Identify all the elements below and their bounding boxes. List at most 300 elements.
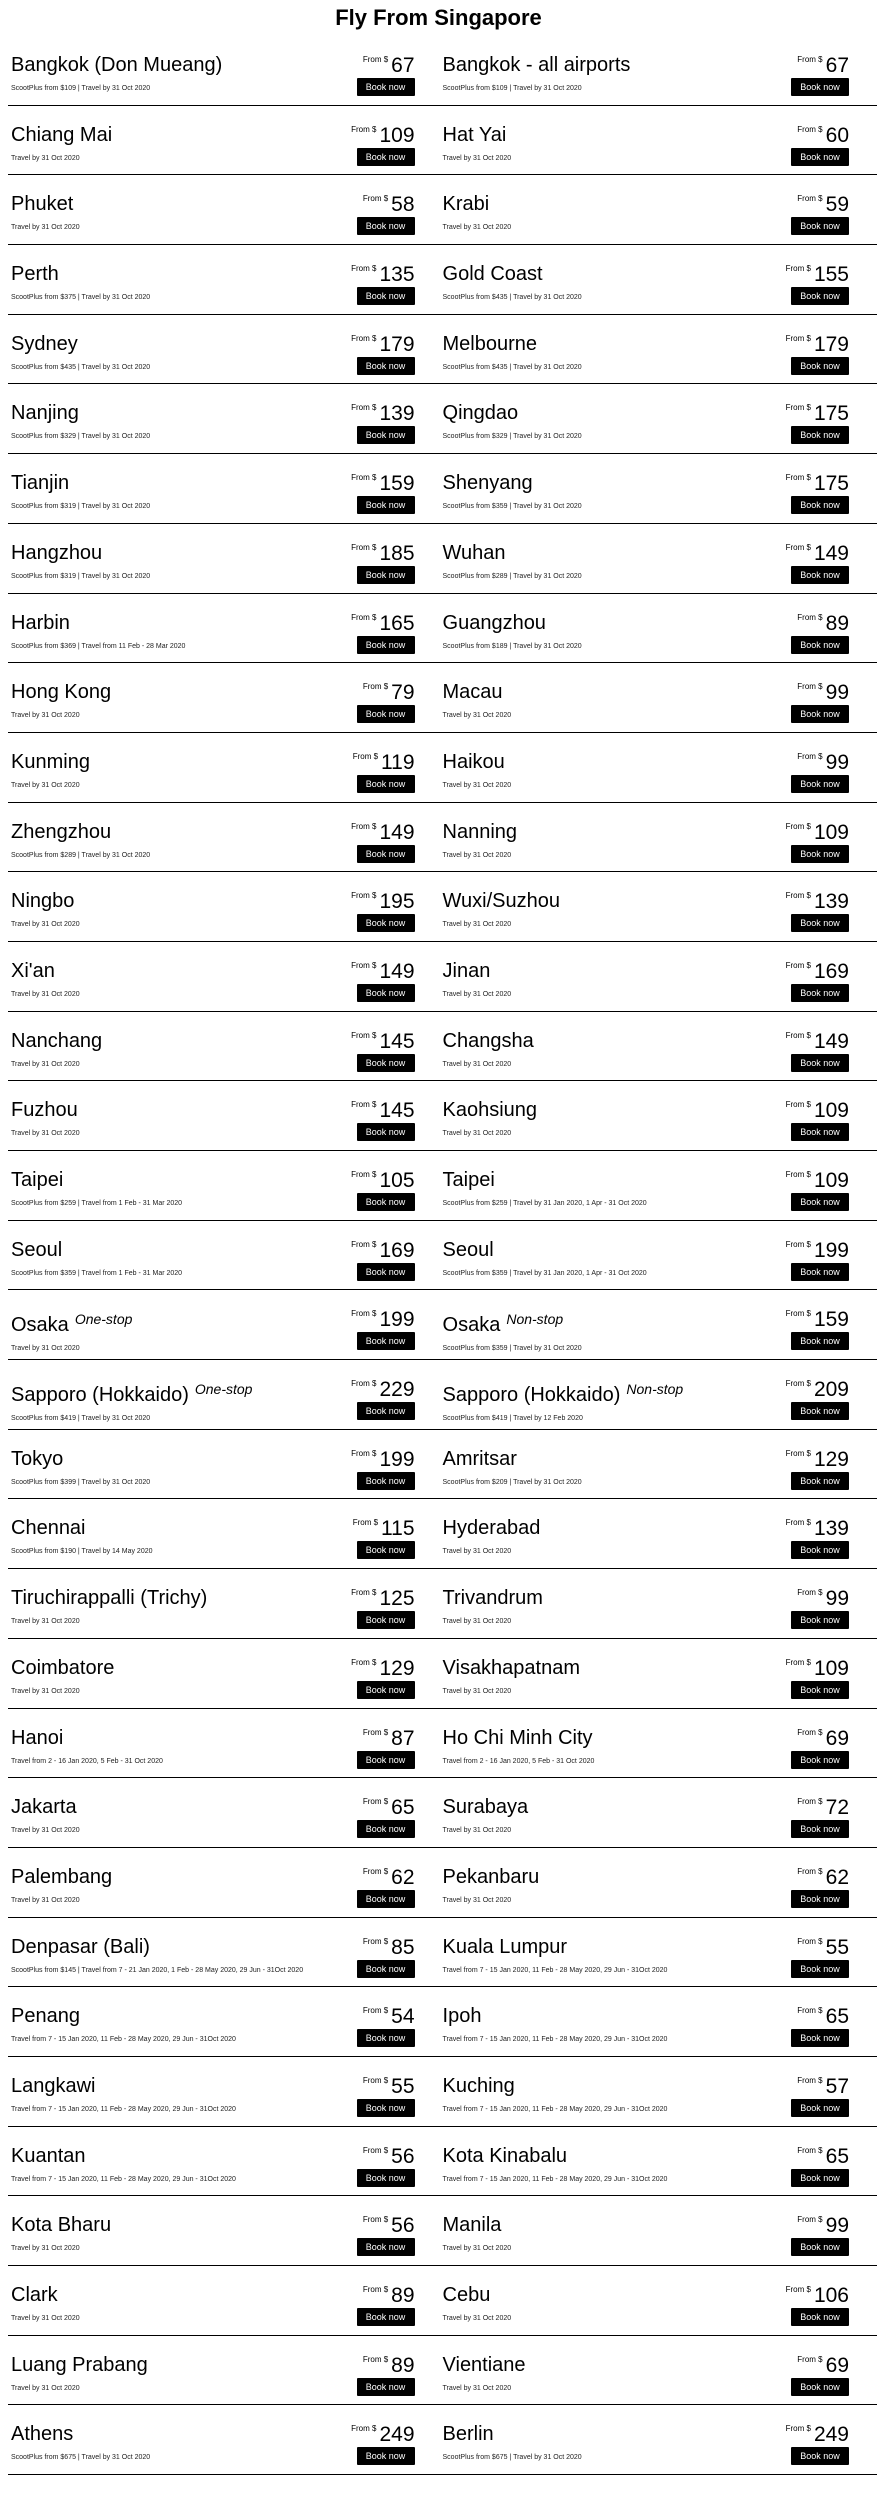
book-now-button[interactable]: Book now <box>357 1123 415 1141</box>
fare-row <box>8 1430 877 1500</box>
travel-period-note: Travel by 31 Oct 2020 <box>11 224 80 232</box>
book-now-button[interactable]: Book now <box>791 845 849 863</box>
book-now-button[interactable]: Book now <box>791 496 849 514</box>
from-label: From $ <box>362 682 389 692</box>
travel-period-note: Travel by 31 Oct 2020 <box>11 1130 80 1138</box>
book-now-button[interactable]: Book now <box>357 1541 415 1559</box>
travel-period-note: Travel by 31 Oct 2020 <box>442 1130 512 1138</box>
fare-card <box>443 2405 877 2474</box>
fare-price <box>351 960 414 984</box>
fare-card <box>443 2196 877 2265</box>
fare-card <box>8 1151 443 1220</box>
destination-name: Osaka <box>11 1314 69 1337</box>
fare-price <box>351 124 414 148</box>
destination-name: Gold Coast <box>442 263 543 286</box>
destination-name: Sydney <box>11 332 78 355</box>
book-now-button[interactable]: Book now <box>357 775 415 793</box>
price-amount: 79 <box>391 681 415 705</box>
price-amount: 99 <box>825 750 849 774</box>
book-now-button[interactable]: Book now <box>791 1123 849 1141</box>
travel-period-note: Travel by 31 Oct 2020 <box>442 154 512 162</box>
fare-price <box>363 2145 415 2169</box>
from-label: From $ <box>785 1170 811 1179</box>
travel-period-note: Travel by 31 Oct 2020 <box>442 781 512 789</box>
travel-period-note: Travel by 31 Oct 2020 <box>442 1896 512 1904</box>
fare-price <box>363 2005 415 2029</box>
book-now-button[interactable]: Book now <box>357 984 415 1002</box>
fare-card <box>443 1639 877 1708</box>
fare-row <box>8 2405 877 2475</box>
travel-period-note: Travel from 7 - 15 Jan 2020, 11 Feb - 28 May 2020, 29 Jun - 31Oct 2020 <box>11 2036 236 2044</box>
book-now-button[interactable]: Book now <box>357 217 415 235</box>
price-amount: 175 <box>813 472 849 496</box>
book-now-button[interactable]: Book now <box>791 2238 849 2256</box>
price-amount: 199 <box>379 1308 415 1332</box>
fare-card <box>8 1221 443 1290</box>
from-label: From $ <box>797 2145 823 2155</box>
travel-period-note: ScootPlus from $289 | Travel by 31 Oct 2020 <box>11 851 151 859</box>
fare-price <box>786 1239 849 1263</box>
book-now-button[interactable]: Book now <box>357 2029 415 2047</box>
book-now-button[interactable]: Book now <box>357 1193 415 1211</box>
fare-price <box>363 193 415 217</box>
book-now-button[interactable]: Book now <box>357 1681 415 1699</box>
book-now-button[interactable]: Book now <box>791 2447 849 2465</box>
fare-card <box>443 1499 877 1568</box>
price-amount: 65 <box>825 2005 849 2029</box>
fare-card <box>8 803 443 872</box>
from-label: From $ <box>785 473 811 483</box>
destination-name: Tokyo <box>11 1447 64 1470</box>
fare-row <box>8 384 877 454</box>
book-now-button[interactable]: Book now <box>357 914 415 932</box>
from-label: From $ <box>362 2075 389 2085</box>
fare-card <box>443 1918 877 1987</box>
destination-name: Clark <box>11 2284 58 2306</box>
destination-name: Krabi <box>442 193 490 216</box>
fare-card <box>8 1290 443 1359</box>
book-now-button[interactable]: Book now <box>791 775 849 793</box>
book-now-button[interactable]: Book now <box>791 1332 849 1350</box>
from-label: From $ <box>351 1239 377 1249</box>
price-amount: 55 <box>825 1935 849 1959</box>
fare-row <box>8 1918 877 1988</box>
fare-row <box>8 1012 877 1082</box>
book-now-button[interactable]: Book now <box>791 1472 849 1490</box>
fare-price <box>786 1308 849 1332</box>
book-now-button[interactable]: Book now <box>357 1890 415 1908</box>
book-now-button[interactable]: Book now <box>357 566 415 584</box>
price-amount: 119 <box>381 750 415 774</box>
fare-price <box>797 54 849 78</box>
fare-card <box>443 2266 877 2335</box>
fare-price <box>797 2005 849 2029</box>
price-amount: 55 <box>391 2074 415 2098</box>
price-amount: 99 <box>825 2214 849 2238</box>
book-now-button[interactable]: Book now <box>791 1681 849 1699</box>
fare-card <box>443 454 877 523</box>
book-now-button[interactable]: Book now <box>791 217 849 235</box>
fare-row <box>8 2127 877 2197</box>
from-label: From $ <box>785 821 811 831</box>
fare-card <box>8 1569 443 1638</box>
price-amount: 89 <box>825 611 849 635</box>
fare-card <box>443 1012 877 1081</box>
price-amount: 109 <box>379 123 415 147</box>
book-now-button[interactable]: Book now <box>791 1960 849 1978</box>
from-label: From $ <box>362 55 389 64</box>
fare-card <box>8 2405 443 2474</box>
destination-name: Perth <box>11 263 59 286</box>
book-now-button[interactable]: Book now <box>357 1054 415 1072</box>
fare-price <box>363 2075 415 2099</box>
fare-card <box>8 2127 443 2196</box>
book-now-button[interactable]: Book now <box>357 148 415 166</box>
fare-price <box>351 2423 414 2447</box>
price-amount: 109 <box>813 1656 849 1680</box>
book-now-button[interactable]: Book now <box>791 1402 849 1420</box>
book-now-button[interactable]: Book now <box>791 2099 849 2117</box>
fare-row <box>8 454 877 524</box>
destination-name: Harbin <box>11 611 70 634</box>
fare-price <box>351 472 414 496</box>
travel-period-note: ScootPlus from $319 | Travel by 31 Oct 2020 <box>11 503 151 511</box>
book-now-button[interactable]: Book now <box>791 984 849 1002</box>
from-label: From $ <box>797 751 823 761</box>
destination-name: Nanning <box>442 820 518 843</box>
price-amount: 59 <box>825 193 849 217</box>
travel-period-note: Travel by 31 Oct 2020 <box>11 1687 80 1695</box>
fare-row <box>8 1360 877 1430</box>
fare-card <box>8 733 443 802</box>
fare-card <box>443 245 877 314</box>
from-label: From $ <box>797 1797 823 1807</box>
from-label: From $ <box>351 333 377 343</box>
destination-name: Zhengzhou <box>11 820 112 843</box>
fare-card <box>8 1430 443 1499</box>
book-now-button[interactable]: Book now <box>791 1751 849 1769</box>
destination-name: Cebu <box>442 2284 491 2306</box>
book-now-button[interactable]: Book now <box>791 2308 849 2326</box>
book-now-button[interactable]: Book now <box>357 496 415 514</box>
book-now-button[interactable]: Book now <box>357 2378 415 2396</box>
from-label: From $ <box>362 194 389 204</box>
travel-period-note: ScootPlus from $359 | Travel from 1 Feb - 31 Mar 2020 <box>11 1269 183 1277</box>
book-now-button[interactable]: Book now <box>357 357 415 375</box>
fare-price <box>363 54 415 78</box>
price-amount: 135 <box>379 263 415 287</box>
price-amount: 159 <box>379 472 415 496</box>
from-label: From $ <box>351 403 377 413</box>
from-label: From $ <box>351 2424 377 2434</box>
destination-name: Luang Prabang <box>11 2353 148 2376</box>
fare-row <box>8 2336 877 2406</box>
destination-name: Hyderabad <box>442 1517 541 1540</box>
fare-row <box>8 594 877 664</box>
price-amount: 109 <box>813 1099 849 1123</box>
fare-price <box>363 1936 415 1960</box>
fare-row <box>8 175 877 245</box>
travel-period-note: Travel by 31 Oct 2020 <box>11 1618 80 1626</box>
travel-period-note: Travel by 31 Oct 2020 <box>442 224 512 232</box>
from-label: From $ <box>785 960 811 970</box>
travel-period-note: ScootPlus from $319 | Travel by 31 Oct 2020 <box>11 572 151 580</box>
book-now-button[interactable]: Book now <box>357 1402 415 1420</box>
from-label: From $ <box>785 1239 811 1249</box>
fare-price <box>363 681 415 705</box>
destination-name: Ho Chi Minh City <box>442 1726 593 1749</box>
travel-period-note: Travel by 31 Oct 2020 <box>11 921 80 929</box>
fare-price <box>353 1517 415 1541</box>
price-amount: 65 <box>825 2144 849 2168</box>
book-now-button[interactable]: Book now <box>791 357 849 375</box>
from-label: From $ <box>785 542 811 552</box>
book-now-button[interactable]: Book now <box>791 287 849 305</box>
fare-card <box>8 872 443 941</box>
destination-name: Jakarta <box>11 1796 77 1819</box>
price-amount: 145 <box>379 1099 415 1123</box>
book-now-button[interactable]: Book now <box>357 1820 415 1838</box>
fare-price <box>786 1030 849 1054</box>
destination-name: Jinan <box>442 959 491 982</box>
book-now-button[interactable]: Book now <box>791 1820 849 1838</box>
stop-type-tag: One-stop <box>74 1311 133 1328</box>
fare-row <box>8 1221 877 1291</box>
book-now-button[interactable]: Book now <box>791 566 849 584</box>
fare-row <box>8 1987 877 2057</box>
destination-name: Kaohsiung <box>442 1099 538 1122</box>
fare-row <box>8 803 877 873</box>
book-now-button[interactable]: Book now <box>357 1611 415 1629</box>
book-now-button[interactable]: Book now <box>357 1332 415 1350</box>
destination-name: Chennai <box>11 1517 86 1540</box>
fare-card <box>443 106 877 175</box>
fare-card <box>443 315 877 384</box>
travel-period-note: ScootPlus from $359 | Travel by 31 Jan 2020, 1 Apr - 31 Oct 2020 <box>442 1269 647 1277</box>
book-now-button[interactable]: Book now <box>791 1054 849 1072</box>
travel-period-note: Travel by 31 Oct 2020 <box>442 1687 512 1695</box>
from-label: From $ <box>797 55 823 64</box>
fare-row <box>8 1290 877 1360</box>
book-now-button[interactable]: Book now <box>791 2378 849 2396</box>
book-now-button[interactable]: Book now <box>791 1541 849 1559</box>
fare-card <box>8 106 443 175</box>
fare-card <box>8 1360 443 1429</box>
from-label: From $ <box>351 124 377 134</box>
book-now-button[interactable]: Book now <box>791 2029 849 2047</box>
travel-period-note: Travel from 2 - 16 Jan 2020, 5 Feb - 31 Oct 2020 <box>442 1757 595 1765</box>
fare-row <box>8 36 877 106</box>
price-amount: 129 <box>813 1447 849 1471</box>
book-now-button[interactable]: Book now <box>357 2238 415 2256</box>
travel-period-note: Travel from 7 - 15 Jan 2020, 11 Feb - 28 May 2020, 29 Jun - 31Oct 2020 <box>442 2036 668 2044</box>
travel-period-note: Travel by 31 Oct 2020 <box>442 712 512 720</box>
travel-period-note: ScootPlus from $399 | Travel by 31 Oct 2020 <box>11 1478 151 1486</box>
book-now-button[interactable]: Book now <box>357 1960 415 1978</box>
price-amount: 195 <box>379 890 415 914</box>
book-now-button[interactable]: Book now <box>791 1611 849 1629</box>
travel-period-note: ScootPlus from $435 | Travel by 31 Oct 2020 <box>442 363 582 371</box>
fare-price <box>351 1030 414 1054</box>
from-label: From $ <box>351 1030 377 1040</box>
travel-period-note: Travel by 31 Oct 2020 <box>11 154 80 162</box>
fare-price <box>363 1727 415 1751</box>
fare-card <box>443 1569 877 1638</box>
fare-card <box>8 1987 443 2056</box>
fare-price <box>786 333 849 357</box>
price-amount: 69 <box>825 2353 849 2377</box>
destination-name: Sapporo (Hokkaido) <box>442 1384 621 1407</box>
price-amount: 209 <box>813 1378 849 1402</box>
price-amount: 129 <box>379 1656 415 1680</box>
fare-card <box>8 1499 443 1568</box>
book-now-button[interactable]: Book now <box>791 148 849 166</box>
from-label: From $ <box>351 1309 377 1319</box>
from-label: From $ <box>797 682 823 692</box>
fare-price <box>797 1587 849 1611</box>
fare-card <box>8 1848 443 1917</box>
book-now-button[interactable]: Book now <box>791 1890 849 1908</box>
fare-card <box>443 1360 877 1429</box>
book-now-button[interactable]: Book now <box>791 426 849 444</box>
fare-card <box>443 663 877 732</box>
travel-period-note: Travel by 31 Oct 2020 <box>11 2245 80 2253</box>
fare-price <box>786 542 849 566</box>
fare-price <box>351 542 414 566</box>
destination-name: Visakhapatnam <box>442 1656 581 1679</box>
from-label: From $ <box>785 1448 811 1458</box>
from-label: From $ <box>351 1588 377 1598</box>
fare-card <box>8 2196 443 2265</box>
stop-type-tag: Non-stop <box>626 1381 684 1398</box>
book-now-button[interactable]: Book now <box>357 426 415 444</box>
price-amount: 65 <box>391 1796 415 1820</box>
destination-name: Macau <box>442 681 503 704</box>
destination-name: Changsha <box>442 1029 534 1052</box>
book-now-button[interactable]: Book now <box>357 2099 415 2117</box>
fare-price <box>351 1239 414 1263</box>
travel-period-note: Travel by 31 Oct 2020 <box>11 1345 80 1353</box>
fare-row <box>8 1639 877 1709</box>
fare-row <box>8 106 877 176</box>
from-label: From $ <box>351 821 377 831</box>
travel-period-note: Travel from 7 - 15 Jan 2020, 11 Feb - 28 May 2020, 29 Jun - 31Oct 2020 <box>442 2105 668 2113</box>
book-now-button[interactable]: Book now <box>791 914 849 932</box>
destination-name: Hat Yai <box>442 123 507 146</box>
fare-price <box>786 402 849 426</box>
destination-name: Kota Kinabalu <box>442 2144 568 2167</box>
fare-price <box>797 751 849 775</box>
price-amount: 54 <box>391 2005 415 2029</box>
destination-name: Osaka <box>442 1314 501 1337</box>
travel-period-note: Travel by 31 Oct 2020 <box>11 1060 80 1068</box>
book-now-button[interactable]: Book now <box>357 1751 415 1769</box>
destination-name: Manila <box>442 2214 502 2237</box>
price-amount: 125 <box>379 1587 415 1611</box>
destination-name: Amritsar <box>442 1447 517 1470</box>
price-amount: 67 <box>391 54 415 77</box>
from-label: From $ <box>362 2285 389 2294</box>
price-amount: 115 <box>381 1517 415 1541</box>
fare-price <box>797 193 849 217</box>
fare-price <box>786 1169 849 1193</box>
book-now-button[interactable]: Book now <box>357 845 415 863</box>
fare-price <box>363 2214 415 2238</box>
price-amount: 62 <box>825 1865 849 1889</box>
fare-price <box>363 2354 415 2378</box>
fare-price <box>786 2423 849 2447</box>
from-label: From $ <box>785 1309 811 1319</box>
fare-price <box>351 1587 414 1611</box>
destination-name: Kuantan <box>11 2144 86 2167</box>
fare-card <box>443 1081 877 1150</box>
from-label: From $ <box>785 2285 811 2294</box>
destination-name: Ningbo <box>11 890 75 913</box>
price-amount: 89 <box>391 2353 415 2377</box>
fare-card <box>443 1151 877 1220</box>
from-label: From $ <box>351 264 377 274</box>
fare-card <box>8 36 443 105</box>
book-now-button[interactable]: Book now <box>791 1263 849 1281</box>
book-now-button[interactable]: Book now <box>357 1263 415 1281</box>
fare-price <box>797 2075 849 2099</box>
destination-name: Haikou <box>442 750 505 773</box>
book-now-button[interactable]: Book now <box>357 2169 415 2187</box>
price-amount: 185 <box>379 541 415 565</box>
travel-period-note: Travel from 7 - 15 Jan 2020, 11 Feb - 28 May 2020, 29 Jun - 31Oct 2020 <box>442 2175 668 2183</box>
fare-price <box>351 890 414 914</box>
book-now-button[interactable]: Book now <box>357 705 415 723</box>
price-amount: 249 <box>813 2423 849 2447</box>
destination-name: Hangzhou <box>11 541 103 564</box>
book-now-button[interactable]: Book now <box>791 636 849 654</box>
book-now-button[interactable]: Book now <box>791 78 849 96</box>
destination-name: Surabaya <box>442 1796 529 1819</box>
travel-period-note: ScootPlus from $109 | Travel by 31 Oct 2020 <box>11 85 151 92</box>
from-label: From $ <box>797 2075 823 2085</box>
price-amount: 169 <box>379 1238 415 1262</box>
destination-name: Kunming <box>11 750 90 773</box>
price-amount: 149 <box>813 1029 849 1053</box>
book-now-button[interactable]: Book now <box>357 2308 415 2326</box>
travel-period-note: Travel by 31 Oct 2020 <box>442 851 512 859</box>
fare-price <box>786 472 849 496</box>
book-now-button[interactable]: Book now <box>357 636 415 654</box>
book-now-button[interactable]: Book now <box>791 1193 849 1211</box>
from-label: From $ <box>785 1379 811 1389</box>
book-now-button[interactable]: Book now <box>791 705 849 723</box>
from-label: From $ <box>785 1030 811 1040</box>
fare-row <box>8 1081 877 1151</box>
fare-price <box>797 612 849 636</box>
fare-price <box>351 333 414 357</box>
fare-card <box>443 803 877 872</box>
stop-type-tag: One-stop <box>194 1381 253 1398</box>
fare-row <box>8 1569 877 1639</box>
travel-period-note: Travel by 31 Oct 2020 <box>11 2315 80 2322</box>
book-now-button[interactable]: Book now <box>357 1472 415 1490</box>
fare-row <box>8 872 877 942</box>
fare-price <box>786 1657 849 1681</box>
book-now-button[interactable]: Book now <box>791 2169 849 2187</box>
book-now-button[interactable]: Book now <box>357 287 415 305</box>
travel-period-note: Travel by 31 Oct 2020 <box>442 921 512 929</box>
book-now-button[interactable]: Book now <box>357 78 415 96</box>
travel-period-note: ScootPlus from $419 | Travel by 12 Feb 2020 <box>442 1415 583 1423</box>
fare-price <box>797 1866 849 1890</box>
travel-period-note: Travel from 7 - 15 Jan 2020, 11 Feb - 28 May 2020, 29 Jun - 31Oct 2020 <box>11 2105 236 2113</box>
book-now-button[interactable]: Book now <box>357 2447 415 2465</box>
